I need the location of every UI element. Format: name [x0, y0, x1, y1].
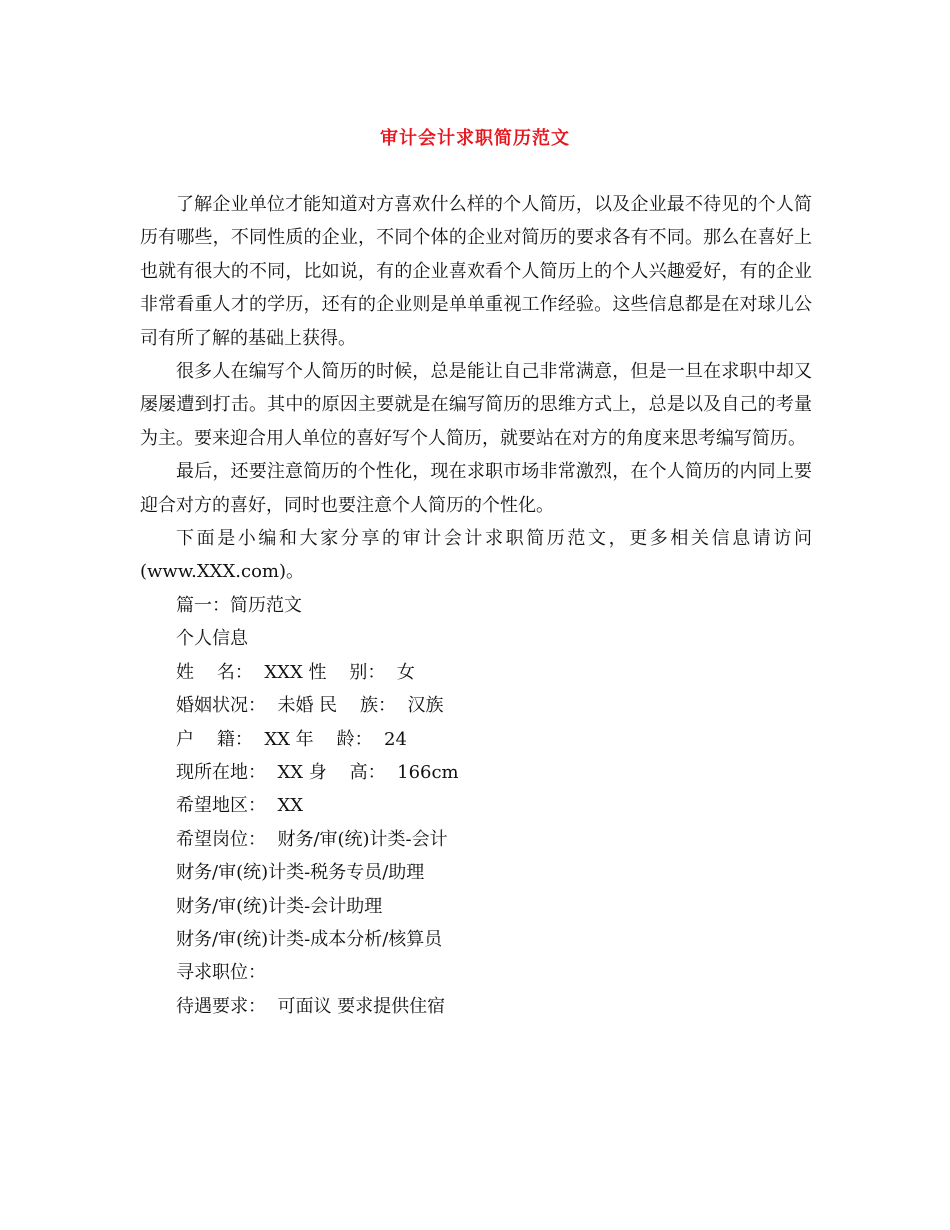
intro-paragraph-3: 最后，还要注意简历的个性化，现在求职市场非常激烈，在个人简历的内同上要迎合对方的喜好，同时也要注意个人简历的个性化。	[140, 461, 812, 516]
intro-paragraph-2: 很多人在编写个人简历的时候，总是能让自己非常满意，但是一旦在求职中却又屡屡遭到打击。其中的原因主要就是在编写简历的思维方式上，总是以及自己的考量为主。要来迎合用人单位的喜好写个人简历，就要站在对方的角度来思考编写简历。	[140, 361, 812, 449]
info-seeking-position: 寻求职位：	[176, 962, 266, 984]
info-salary: 待遇要求： 可面议 要求提供住宿	[176, 995, 446, 1017]
info-position-cost: 财务/审(统)计类-成本分析/核算员	[176, 928, 443, 950]
info-desired-position: 希望岗位： 财务/审(统)计类-会计	[176, 828, 448, 850]
info-position-assistant: 财务/审(统)计类-会计助理	[176, 895, 383, 917]
info-name-gender: 姓 名： XXX 性 别： 女	[176, 661, 415, 683]
info-hukou-age: 户 籍： XX 年 龄： 24	[176, 728, 407, 750]
info-position-tax: 财务/审(统)计类-税务专员/助理	[176, 862, 425, 884]
document-body	[140, 188, 812, 1023]
section-heading: 篇一：简历范文	[176, 594, 302, 616]
intro-paragraph-1: 了解企业单位才能知道对方喜欢什么样的个人简历，以及企业最不待见的个人简历有哪些，不同性质的企业，不同个体的企业对简历的要求各有不同。那么在喜好上也就有很大的不同，比如说，有的企业喜欢看个人简历上的个人兴趣爱好，有的企业非常看重人才的学历，还有的企业则是单单重视工作经验。这些信息都是在对球儿公司有所了解的基础上获得。	[140, 194, 812, 349]
info-location-height: 现所在地： XX 身 高： 166cm	[176, 761, 459, 783]
personal-info-heading: 个人信息	[176, 628, 248, 650]
info-marital-ethnicity: 婚姻状况： 未婚 民 族： 汉族	[176, 695, 444, 717]
info-desired-region: 希望地区： XX	[176, 795, 304, 817]
intro-paragraph-4: 下面是小编和大家分享的审计会计求职简历范文，更多相关信息请访问(www.XXX.com)。	[140, 528, 812, 583]
document-title: 审计会计求职简历范文	[380, 128, 570, 149]
